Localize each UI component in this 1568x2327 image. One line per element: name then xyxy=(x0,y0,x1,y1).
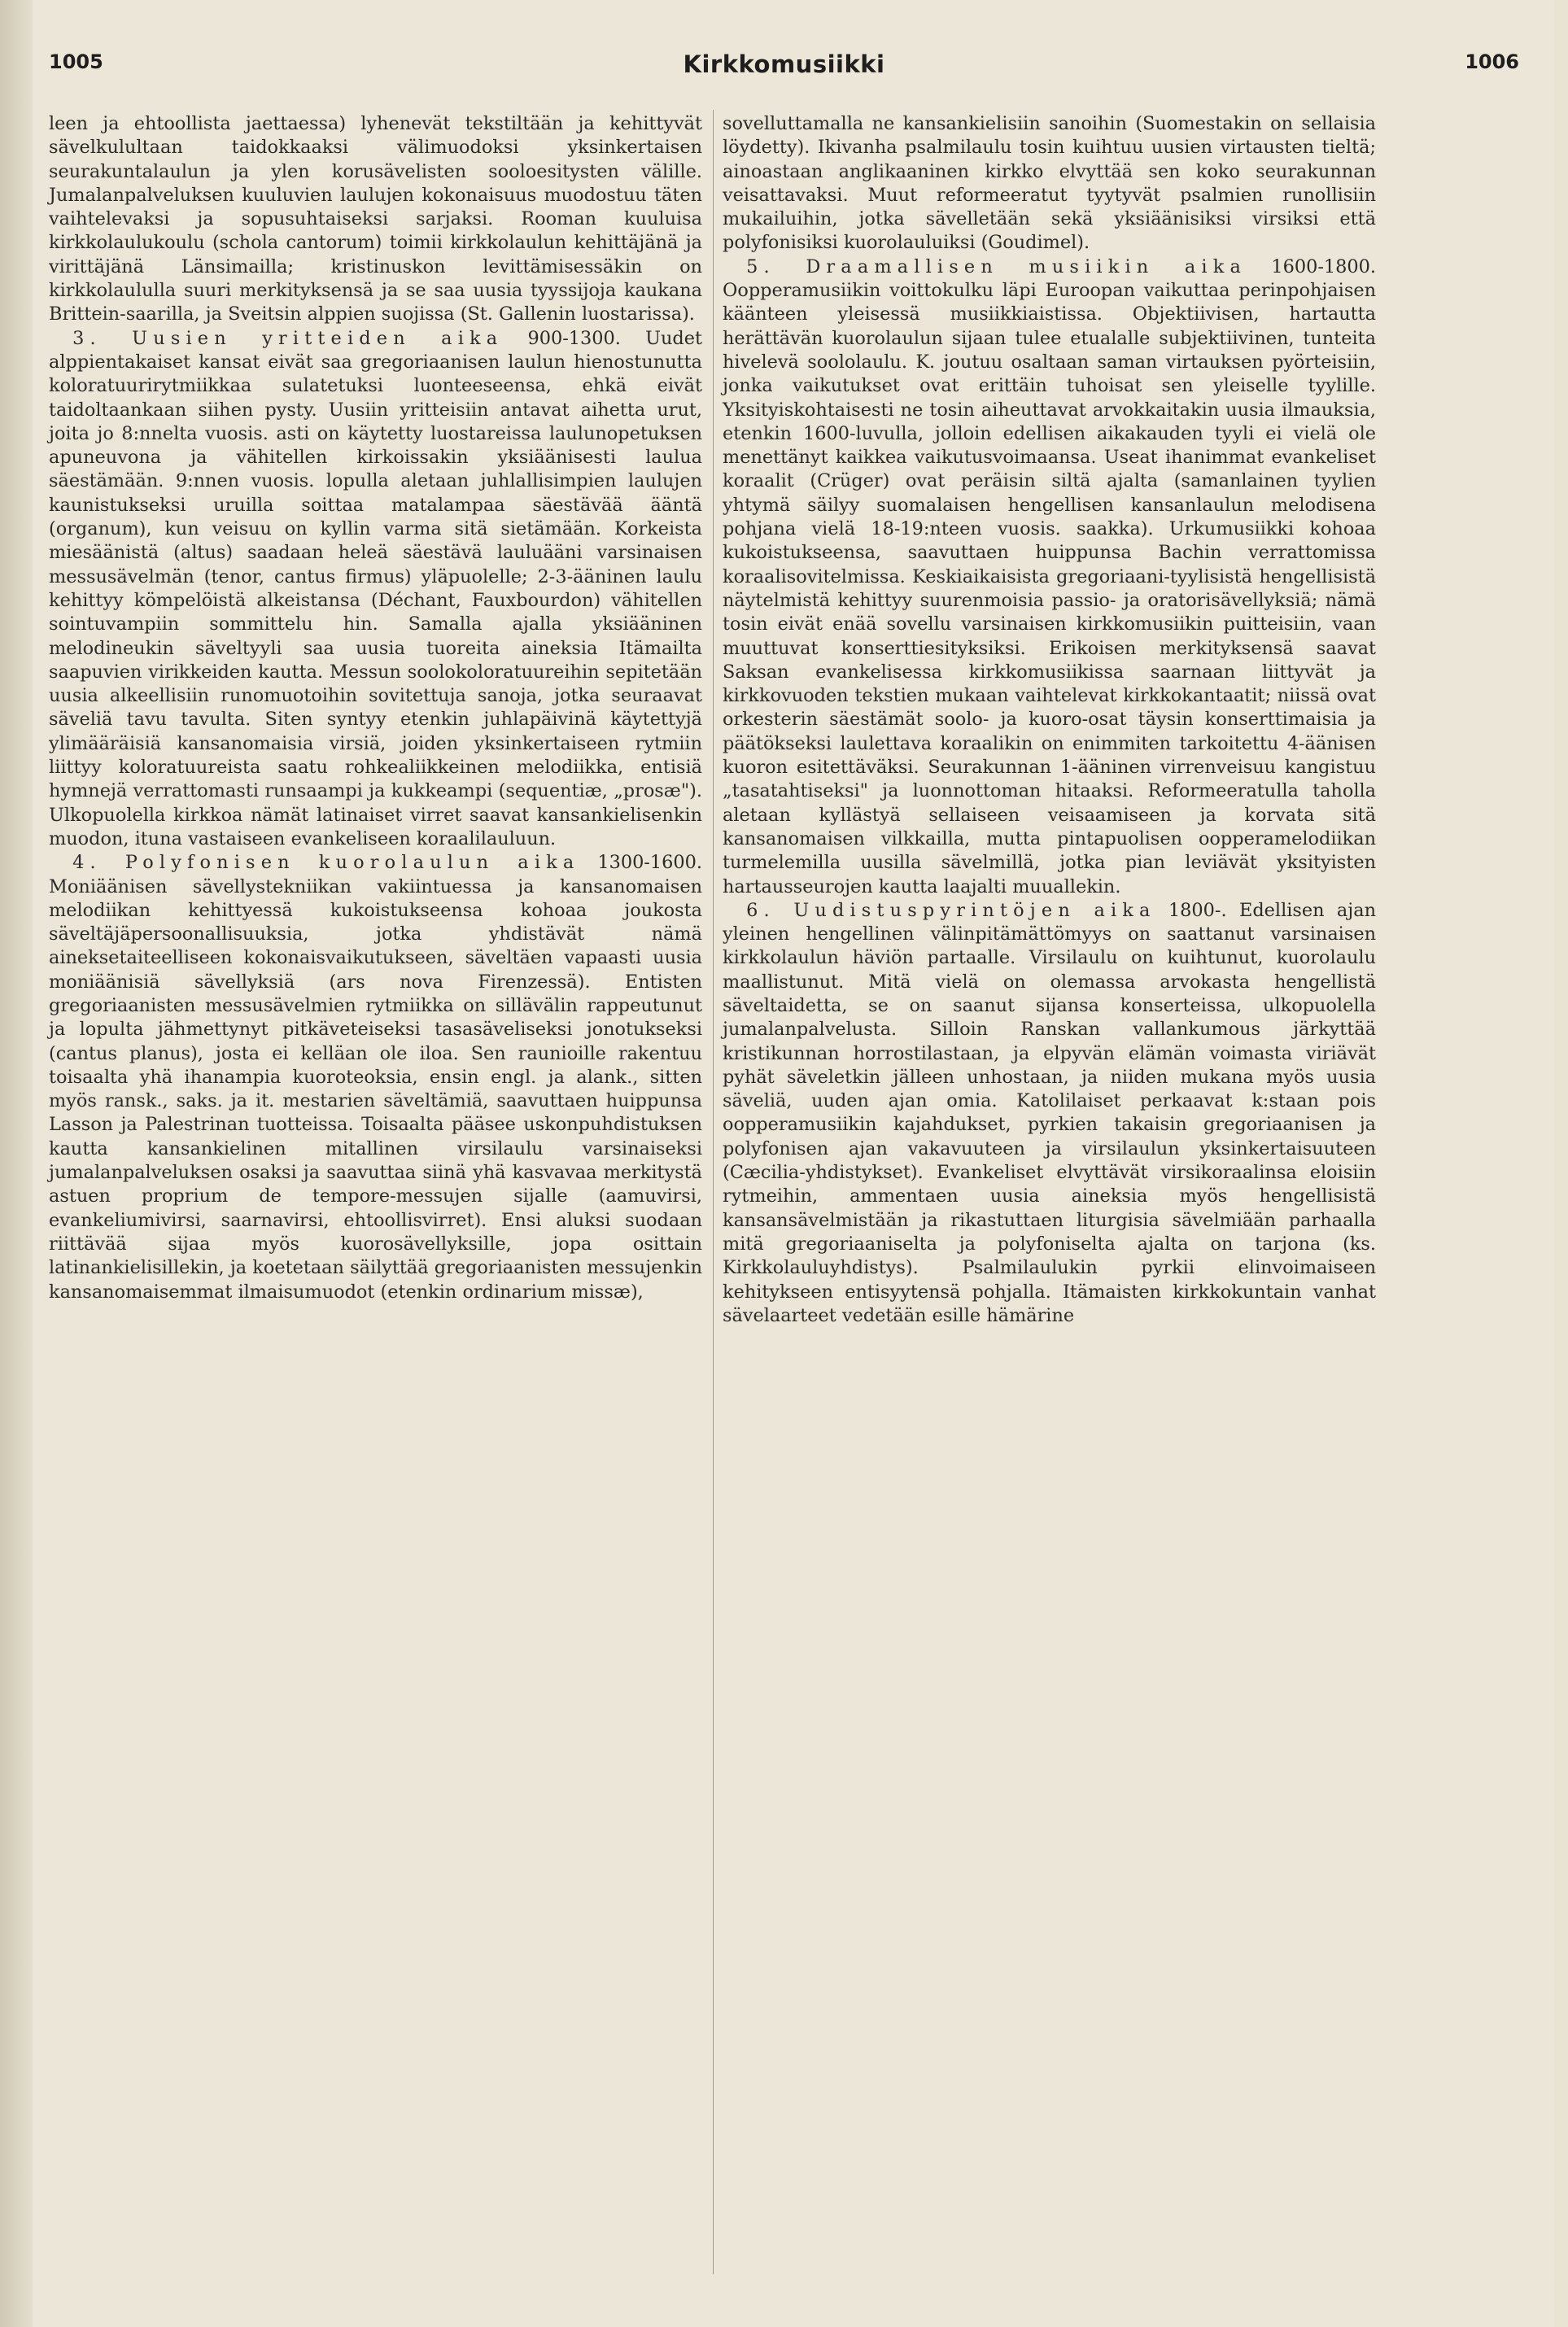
running-title: Kirkkomusiikki xyxy=(683,50,885,78)
section-6-heading: 6. Uudistuspyrintöjen aika xyxy=(746,899,1156,921)
section-6-text: 1800-. Edellisen ajan yleinen hengellinen välinpitämättömyys on saattanut varsinaisen kirkkolaulun häviön partaalle. Virsilaulu on kuihtunut, kuorolaulu maallistunut. Mitä vielä on olemassa arvokasta hengellistä säveltaidetta, se on saanut sijansa konserteissa, ulkopuolella jumalanpalvelusta. Silloin Ranskan vallankumous järkyttää kristikunnan horrostilastaan, ja elpyvän elämän voimasta viriävät pyhät säveletkin jälleen unhostaan, ja niiden mukana myös uusia säveliä, uuden ajan omia. Katolilaiset perkaavat k:staan pois oopperamusiikin kajahdukset, pyrkien takaisin gregoriaanisen ja polyfonisen ajan vakavuuteen ja virsilaulun yksinkertaisuuteen (Cæcilia-yhdistykset). Evankeliset elvyttävät virsikoraalinsa eloisiin rytmeihin, ammentaen uusia aineksia myös hengellisistä kansansävelmistään ja rikastuttaen liturgisia sävelmiään parhaalla mitä gregoriaaniselta ja polyfoniselta ajalta on tarjona (ks. Kirkkolauluyhdistys). Psalmilaulukin pyrkii elinvoimaiseen kehitykseen entisyytensä pohjalla. Itämaisten kirkkokuntain vanhat sävelaarteet vedetään esille hämärine xyxy=(723,899,1376,1326)
column-left xyxy=(49,112,702,1304)
paragraph-continued: leen ja ehtoollista jaettaessa) lyhenevät tekstiltään ja kehittyvät sävelkulultaan taidokkaaksi välimuodoksi yksinkertaisen seurakuntalaulun ja ylen korusävelisten sooloesitysten välille. Jumalanpalveluksen kuuluvien laulujen kokonaisuus muodostuu täten vaihtelevaksi ja sopusuhtaiseksi sarjaksi. Rooman kuuluisa kirkkolaulukoulu (schola cantorum) toimii kirkkolaulun kehittäjänä ja virittäjänä Länsimailla; kristinuskon levittämisessäkin on kirkkolaululla suuri merkityksensä ja se saa uusia tyyssijoja kaukana Brittein-saarilla, ja Sveitsin alppien suojissa (St. Gallenin luostarissa). xyxy=(49,113,702,325)
section-3-text: 900-1300. Uudet alppientakaiset kansat eivät saa gregoriaanisen laulun hienostunutta koloratuurirytmiikkaa sulatetuksi luonteeseensa, ehkä eivät taidoltaankaan siihen pysty. Uusiin yritteisiin antavat aihetta urut, joita jo 8:nnelta vuosis. asti on käytetty luostareissa laulunopetuksen apuneuvona ja vähitellen kirkoissakin yksiäänisesti lauluа säestämään. 9:nnen vuosis. lopulla aletaan juhlallisimpien laulujen kaunistukseksi uruilla soittaa matalampaa säestävää ääntä (organum), kun veisuu on kyllin varma sitä sietämään. Korkeista miesäänistä (altus) saadaan heleä säestävä lauluääni varsinaisen messusävelmän (tenor, cantus firmus) yläpuolelle; 2-3-ääninen laulu kehittyy kömpelöistä alkeistansa (Déchant, Fauxbourdon) vähitellen sointuvampiin sommittelu hin. Samalla ajalla yksiääninen melodineukin säveltyyli saa uusia tuoreita aineksia Itämailta saapuvien virikkeiden kautta. Messun soolokoloratuureihin sepitetään uusia alkeellisiin runomuotoihin sovitettuja sanoja, jotka seuraavat säveliä tavu tavulta. Siten syntyy etenkin juhlapäivinä käytettyjä ylimääräisiä kansanomaisia virsiä, joiden yksinkertaiseen rytmiin liittyy koloratuureista saatu rohkealiikkeinen melodiikka, entisiä hymnejä verrattomasti runsaampi ja kukkeampi (sequentiæ, „prosæ"). Ulkopuolella kirkkoa nämät latinaiset virret saavat kansankielisenkin muodon, ituna vastaiseen evankeliseen koraalilauluun. xyxy=(49,327,702,849)
column-right xyxy=(723,112,1376,1328)
section-4-heading: 4. Polyfonisen kuorolaulun aika xyxy=(72,852,580,874)
section-5-heading: 5. Draamallisen musiikin aika xyxy=(746,255,1247,277)
section-4 xyxy=(49,851,702,1304)
page-left-shadow xyxy=(0,0,33,2327)
section-6 xyxy=(723,899,1376,1328)
page-number-left: 1005 xyxy=(49,50,103,73)
section-3-heading: 3. Uusien yritteiden aika xyxy=(72,327,504,349)
paragraph-continued-right: sovelluttamalla ne kansankielisiin sanoihin (Suomestakin on sellaisia löydetty). Ikivanha psalmilaulu tosin kuihtuu uusien virtausten tieltä; ainoastaan anglikaaninen kirkko elvyttää sen koko seurakunnan veisattavaksi. Muut reformeeratut tyytyvät psalmien runollisiin mukailuihin, jotka sävelletään sekä yksiäänisiksi virsiksi että polyfonisiksi kuorolauluiksi (Goudimel). xyxy=(723,113,1376,254)
section-4-text: 1300-1600. Moniäänisen sävellystekniikan vakiintuessa ja kansanomaisen melodiikan kehittyessä kukoistukseensa kohoaa joukosta säveltäjäpersoonallisuuksia, jotka yhdistävät nämä aineksetaiteelliseen kokonaisvaikutukseen, säveltäen vapaasti uusia moniäänisiä sävellyksiä (ars nova Firenzessä). Entisten gregoriaanisten messusävelmien rytmiikka on sillävälin rappeutunut ja lopulta jähmettynyt pitkäveteiseksi tasasäveliseksi jonotukseksi (cantus planus), josta ei kelläan ole iloa. Sen raunioille rakentuu toisaalta yhä ihanampia kuoroteoksia, ensin engl. ja alank., sitten myös ransk., saks. ja it. mestarien säveltämiä, saavuttaen huippunsa Lasson ja Palestrinan tuotteissa. Toisaalta pääsee uskonpuhdistuksen kautta kansankielinen mitallinen virsilaulu varsinaiseksi jumalanpalveluksen osaksi ja saavuttaa siinä yhä kasvavaa merkitystä astuen proprium de tempore-messujen sijalle (aamuvirsi, evankeliumivirsi, saarnavirsi, ehtoollisvirret). Ensi aluksi suodaan riittävää sijaa myös kuorosävellyksille, jopa osittain latinankielisillekin, ja koetetaan säilyttää gregoriaanisten messujenkin kansanomaisemmat ilmaisumuodot (etenkin ordinarium missæ), xyxy=(49,852,702,1303)
column-divider xyxy=(713,110,714,2274)
section-3 xyxy=(49,327,702,852)
section-5-text: 1600-1800. Oopperamusiikin voittokulku läpi Euroopan vaikuttaa perinpohjaisen käänteen yleisessä musiikkiaistissa. Objektiivisen, hartautta herättävän kuorolaulun sijaan tulee etualalle subjektiivinen, tunteita hivelevä soololaulu. K. joutuu osaltaan saman virtauksen pyörteisiin, jonka vaikutukset ovat erittäin tuhoisat sen yleiselle tyylille. Yksityiskohtaisesti ne tosin aiheuttavat arvokkaitakin uusia ilmauksia, etenkin 1600-luvulla, jolloin edellisen aikakauden tyyli ei vielä ole menettänyt kaikkea vaikutusvoimaansa. Useat ihanimmat evankeliset koraalit (Crüger) ovat peräisin siltä ajalta (samanlainen tyylien yhtymä säilyy suomalaisen hengellisen kansanlaulun melodisena pohjana vielä 18-19:nteen vuosis. saakka). Urkumusiikki kohoaa kukoistukseensa, saavuttaen huippunsa Bachin verrattomissa koraalisovitelmissa. Keskiaikaisista gregoriaani-tyylisistä hengellisistä näytelmistä kehittyy suurenmoisia passio- ja oratorisävellyksiä; nämä tosin eivät enää sovellu varsinaisen kirkkomusiikin puitteisiin, vaan muuttuvat konserttiesityksiksi. Erikoisen merkityksensä saavat Saksan evankelisessa kirkkomusiikissa saarnaan liittyvät ja kirkkovuoden tekstien mukaan vaihtelevat kirkkokantaatit; niissä ovat orkesterin säestämät soolo- ja kuoro-osat täysin konserttimaisia ja päätökseksi laulettava koraalikin on enimmiten tarkoitettu 4-äänisen kuoron esitettäväksi. Seurakunnan 1-ääninen virrenveisuu kangistuu „tasatahtiseksi" ja luonnottoman hitaaksi. Reformeeratulla taholla aletaan kyllästyä sellaiseen veisaamiseen ja korvata sitä kansanomaisen vilkkailla, mutta pintapuolisen oopperamelodiikan turmelemilla uusilla sävelmillä, jotka pian leviävät yksityisten hartausseurojen kautta laajalti muuallekin. xyxy=(723,255,1376,897)
page-number-right: 1006 xyxy=(1465,50,1519,73)
section-5 xyxy=(723,255,1376,899)
page-header xyxy=(49,50,1519,83)
